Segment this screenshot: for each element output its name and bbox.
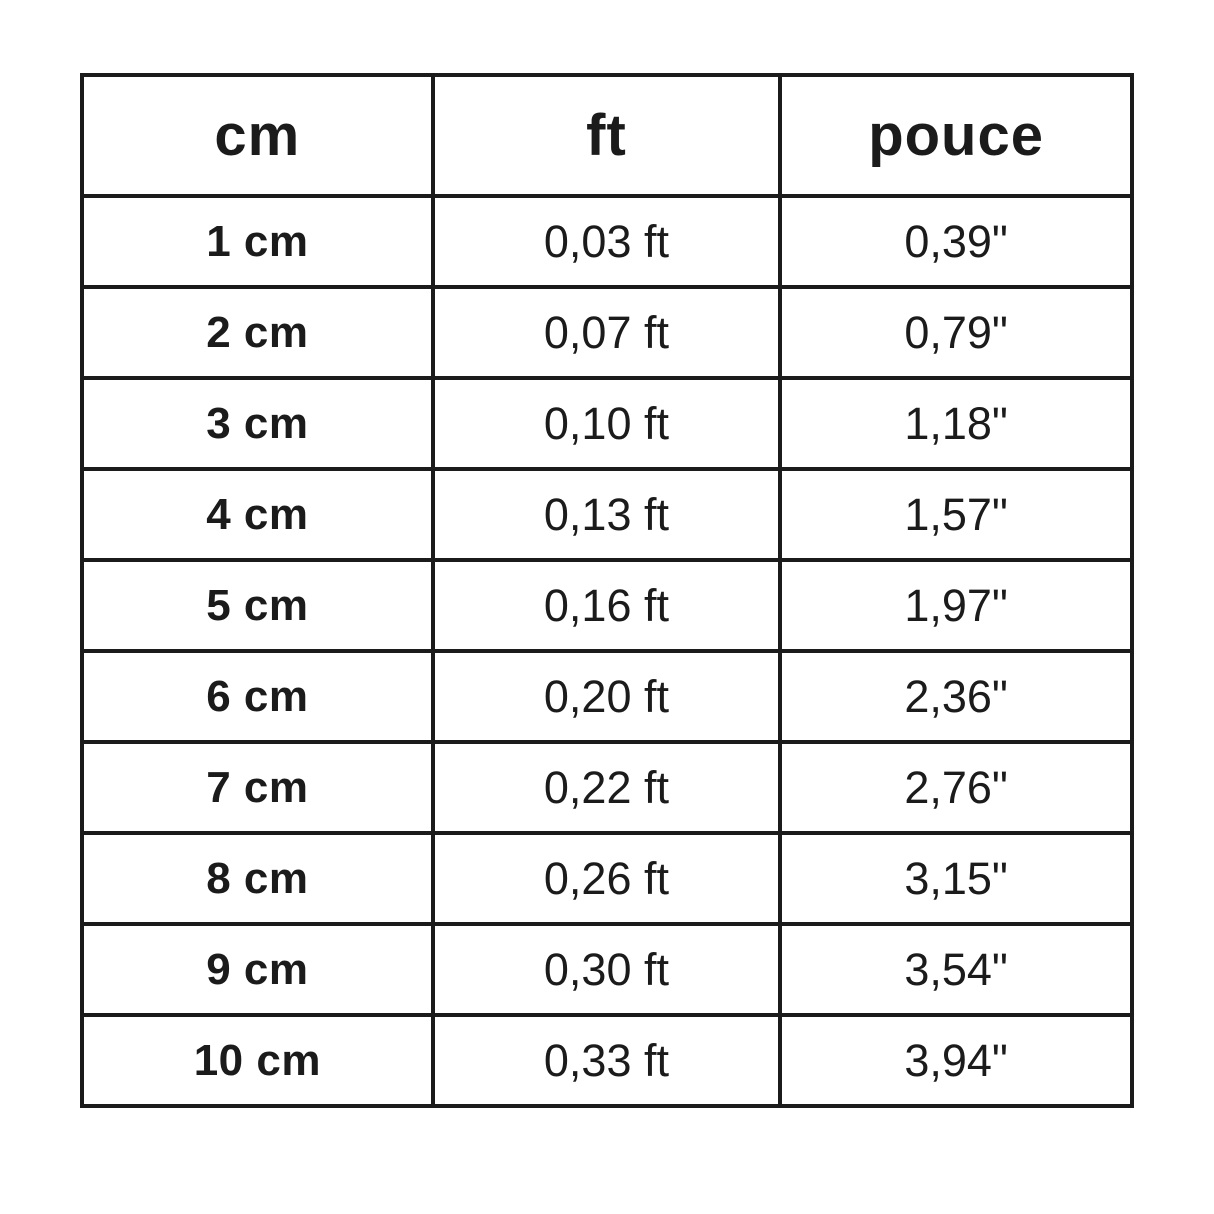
cm-cell: 4 cm	[82, 469, 433, 560]
header-pouce: pouce	[780, 75, 1132, 196]
pouce-cell: 2,76"	[780, 742, 1132, 833]
pouce-cell: 3,15"	[780, 833, 1132, 924]
pouce-cell: 1,18"	[780, 378, 1132, 469]
ft-cell: 0,13 ft	[433, 469, 781, 560]
header-row	[82, 75, 1132, 196]
table-row	[82, 742, 1132, 833]
pouce-cell: 0,79"	[780, 287, 1132, 378]
ft-cell: 0,07 ft	[433, 287, 781, 378]
ft-cell: 0,33 ft	[433, 1015, 781, 1106]
cm-cell: 2 cm	[82, 287, 433, 378]
table-row	[82, 1015, 1132, 1106]
pouce-cell: 1,57"	[780, 469, 1132, 560]
pouce-cell: 3,54"	[780, 924, 1132, 1015]
ft-cell: 0,30 ft	[433, 924, 781, 1015]
cm-cell: 6 cm	[82, 651, 433, 742]
table-row	[82, 196, 1132, 287]
pouce-cell: 1,97"	[780, 560, 1132, 651]
table-row	[82, 287, 1132, 378]
cm-cell: 8 cm	[82, 833, 433, 924]
table-row	[82, 833, 1132, 924]
ft-cell: 0,16 ft	[433, 560, 781, 651]
cm-cell: 7 cm	[82, 742, 433, 833]
cm-cell: 1 cm	[82, 196, 433, 287]
table-row	[82, 651, 1132, 742]
cm-cell: 9 cm	[82, 924, 433, 1015]
table-row	[82, 560, 1132, 651]
ft-cell: 0,03 ft	[433, 196, 781, 287]
cm-cell: 3 cm	[82, 378, 433, 469]
pouce-cell: 0,39"	[780, 196, 1132, 287]
pouce-cell: 2,36"	[780, 651, 1132, 742]
ft-cell: 0,22 ft	[433, 742, 781, 833]
ft-cell: 0,10 ft	[433, 378, 781, 469]
table-row	[82, 469, 1132, 560]
header-ft: ft	[433, 75, 781, 196]
table-row	[82, 378, 1132, 469]
ft-cell: 0,26 ft	[433, 833, 781, 924]
header-cm: cm	[82, 75, 433, 196]
pouce-cell: 3,94"	[780, 1015, 1132, 1106]
cm-cell: 10 cm	[82, 1015, 433, 1106]
table-row	[82, 924, 1132, 1015]
conversion-table	[80, 73, 1134, 1108]
ft-cell: 0,20 ft	[433, 651, 781, 742]
cm-cell: 5 cm	[82, 560, 433, 651]
